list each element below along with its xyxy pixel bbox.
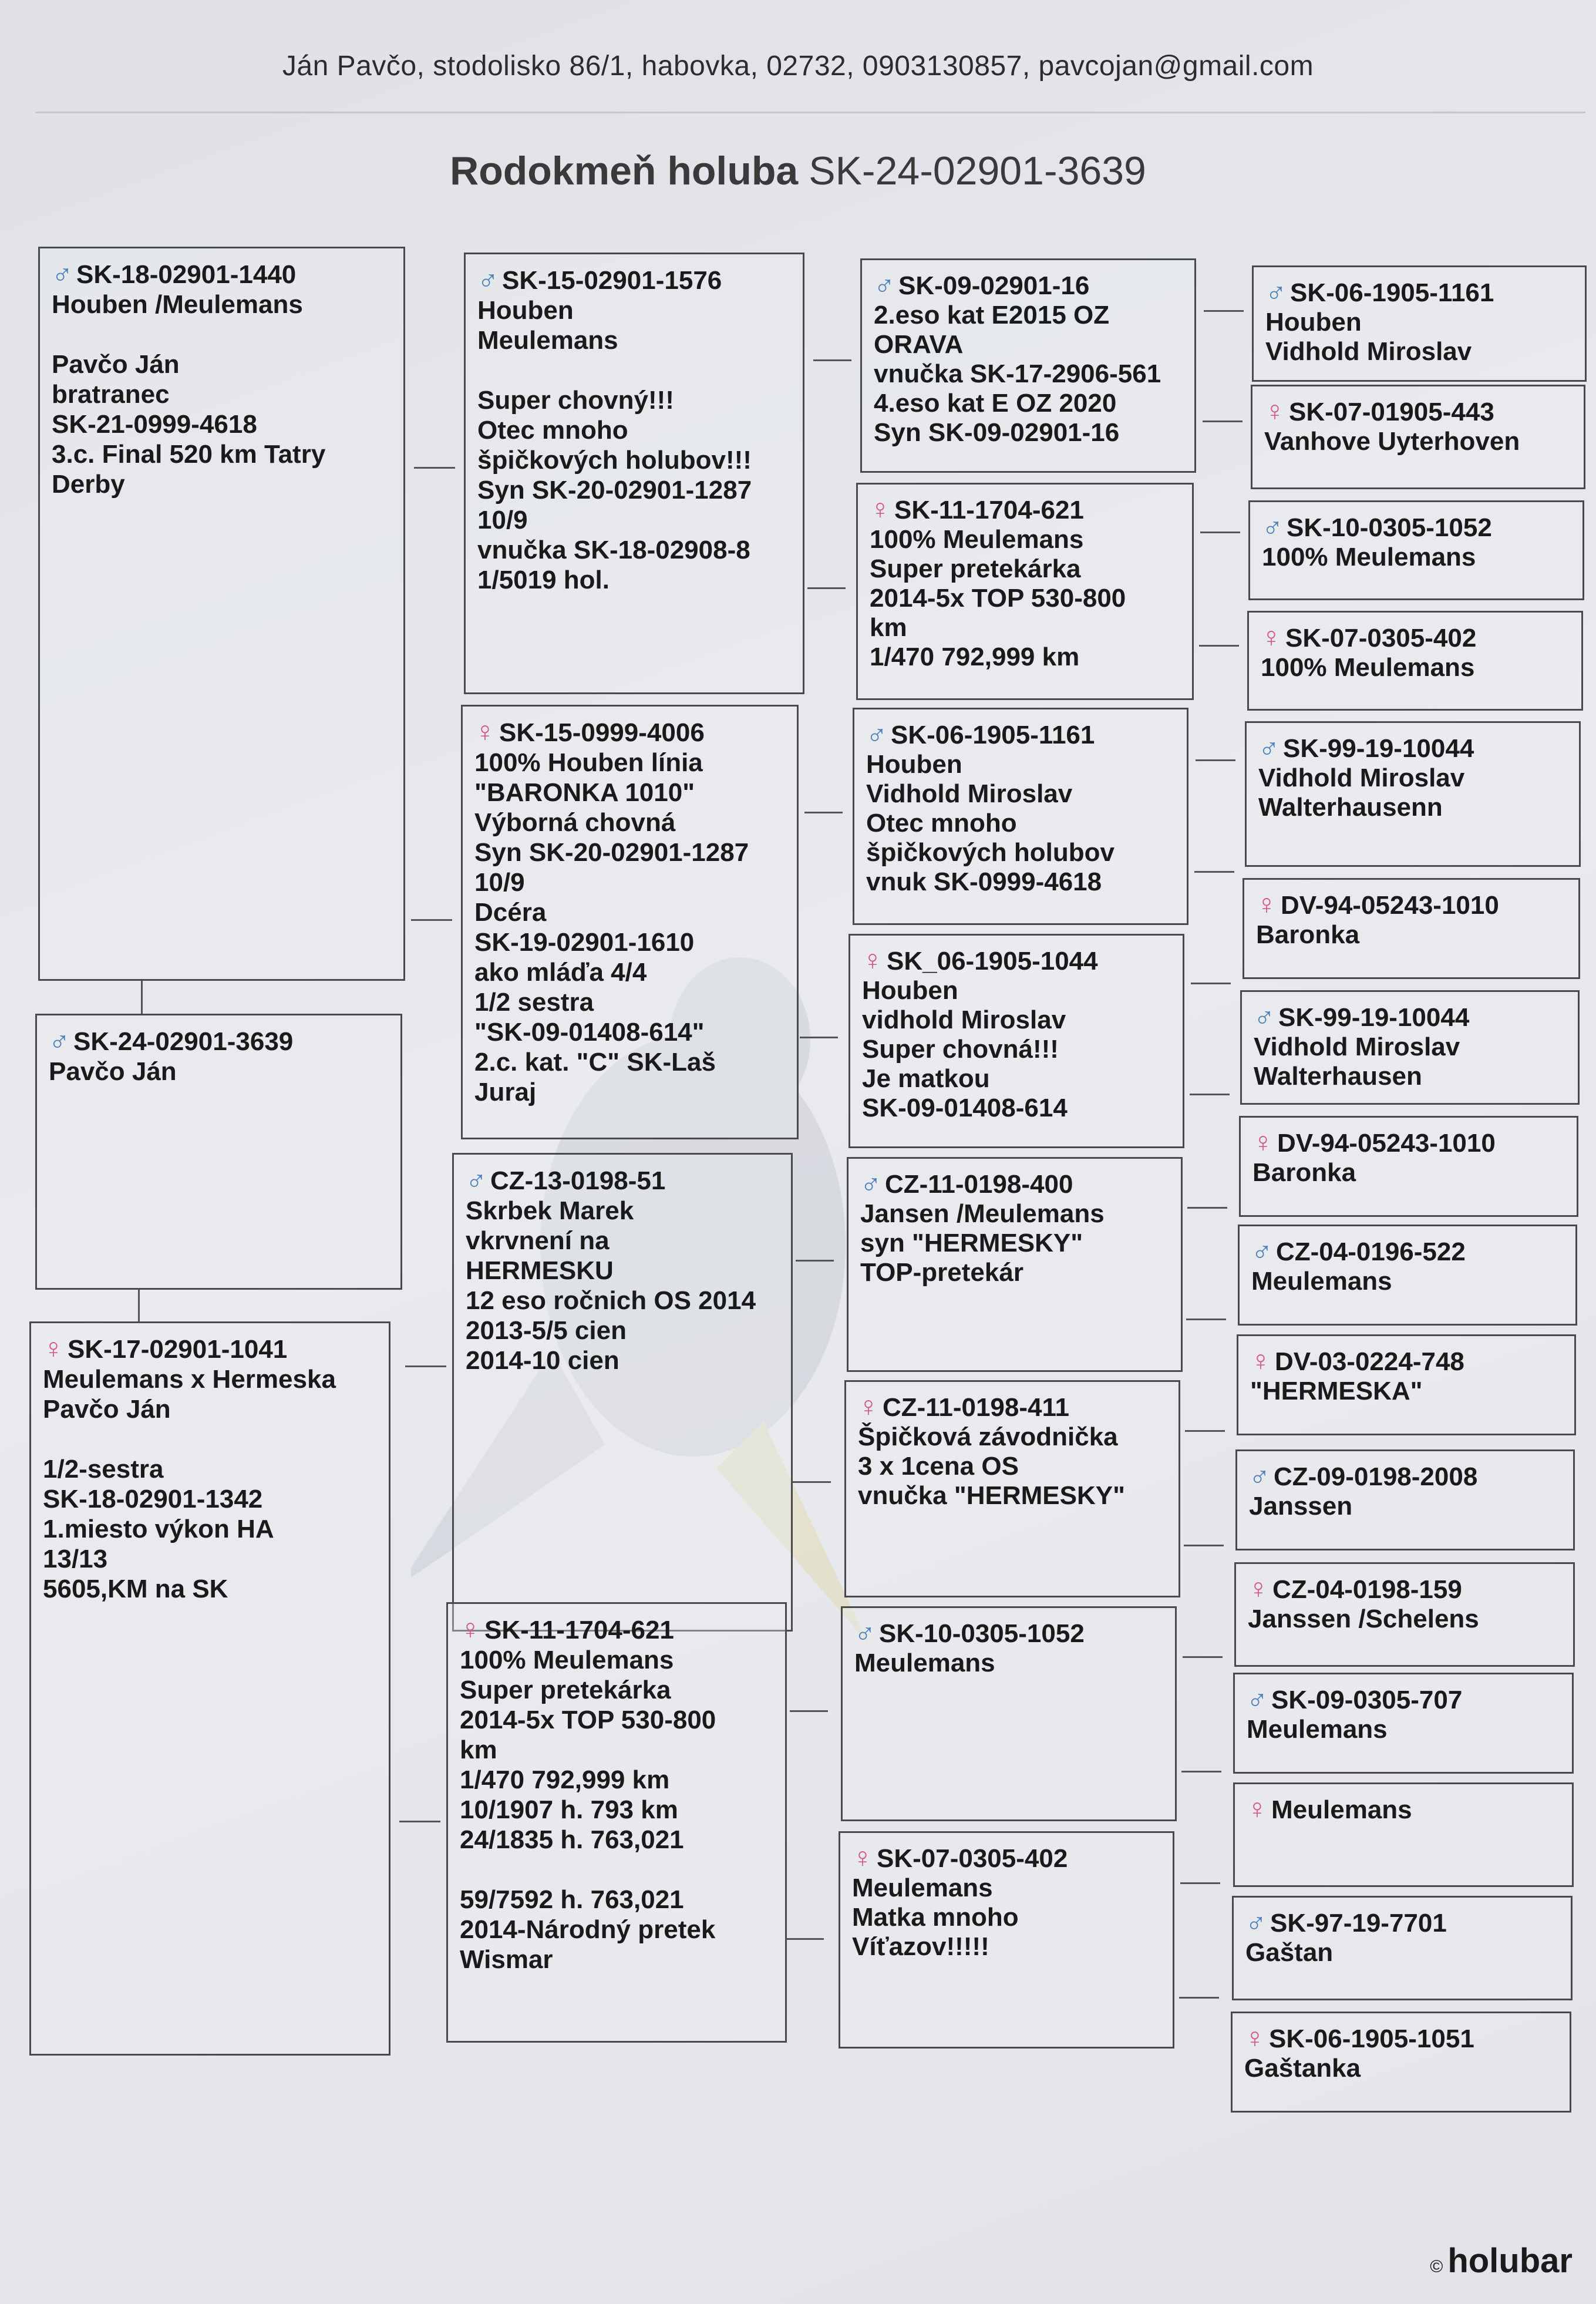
pigeon-ring (1252, 1128, 1565, 1158)
pigeon-ring (1248, 1575, 1561, 1605)
pigeon-card-gen2[interactable] (446, 1602, 787, 2043)
pigeon-card-gen3[interactable] (848, 934, 1184, 1148)
pigeon-ring (477, 265, 791, 295)
pigeon-card-gen4[interactable] (1234, 1562, 1575, 1667)
pigeon-ring (1245, 1908, 1559, 1938)
connector (1199, 645, 1239, 647)
pigeon-notes: 100% Meulemans (1261, 653, 1475, 682)
female-icon: ♀ (858, 1391, 879, 1422)
pigeon-card-gen3[interactable] (856, 483, 1194, 700)
female-icon: ♀ (862, 945, 883, 976)
ring-number: DV-94-05243-1010 (1281, 891, 1499, 920)
pigeon-notes: Meulemans Matka mnoho Víťazov!!!!! (852, 1874, 1019, 1961)
pigeon-card-gen3[interactable] (844, 1380, 1180, 1597)
connector (405, 1365, 446, 1367)
pigeon-card-gen4[interactable] (1231, 2012, 1571, 2113)
pigeon-notes: Meulemans (1247, 1715, 1388, 1744)
ring-number: SK-07-01905-443 (1289, 398, 1494, 426)
pigeon-ring (460, 1615, 773, 1645)
pigeon-notes: Janssen (1249, 1492, 1353, 1521)
connector (807, 587, 846, 589)
ring-number: Meulemans (1271, 1795, 1412, 1824)
pigeon-card-gen2[interactable] (464, 253, 804, 694)
ring-number: SK-18-02901-1440 (76, 260, 297, 289)
pigeon-ring (1250, 1347, 1563, 1377)
connector (1181, 1771, 1221, 1772)
pigeon-ring (1247, 1795, 1560, 1825)
pigeon-card-gen4[interactable] (1247, 611, 1583, 711)
male-icon: ♂ (1258, 732, 1280, 763)
connector (1184, 1545, 1224, 1546)
pigeon-notes: Baronka (1256, 920, 1360, 949)
ring-number: SK-99-19-10044 (1283, 734, 1474, 763)
male-icon: ♂ (1254, 1001, 1275, 1032)
pigeon-notes: Gaštan (1245, 1938, 1334, 1967)
pigeon-card-gen2[interactable] (452, 1153, 793, 1632)
pigeon-ring (852, 1844, 1161, 1874)
pigeon-ring (858, 1393, 1167, 1422)
ring-number: CZ-04-0196-522 (1276, 1237, 1466, 1266)
pigeon-notes: Jansen /Meulemans syn "HERMESKY" TOP-pretekár (860, 1199, 1105, 1287)
pigeon-notes: Baronka (1252, 1158, 1356, 1187)
pigeon-notes: Vidhold Miroslav Walterhausenn (1258, 763, 1465, 822)
pigeon-notes: Houben /Meulemans Pavčo Ján bratranec SK-21-0999-4618 3.c. Final 520 km Tatry Derby (52, 290, 326, 499)
pigeon-card-gen4[interactable] (1251, 385, 1585, 489)
ring-number: CZ-11-0198-411 (883, 1393, 1069, 1422)
ring-number: SK-06-1905-1161 (891, 721, 1095, 749)
connector (1190, 1094, 1230, 1095)
ring-number: SK-10-0305-1052 (879, 1619, 1085, 1648)
pigeon-ring (1247, 1685, 1560, 1715)
connector (793, 1481, 831, 1483)
pigeon-card-gen3[interactable] (860, 258, 1196, 473)
pigeon-ring (874, 271, 1183, 301)
ring-number: SK-07-0305-402 (877, 1844, 1068, 1873)
male-icon: ♂ (854, 1617, 876, 1649)
pigeon-card-dam[interactable] (29, 1321, 390, 2056)
title-label: Rodokmeň holuba (450, 149, 799, 193)
ring-number: DV-94-05243-1010 (1277, 1129, 1496, 1158)
pigeon-ring (52, 259, 392, 290)
connector (1179, 1997, 1219, 1999)
pigeon-notes: 100% Meulemans Super pretekárka 2014-5x TOP 530-800 km 1/470 792,999 km 10/1907 h. 793 km 24/1835 h. 763,021 59/7592 h. 763,021 2014-Národný pretek Wismar (460, 1646, 716, 1974)
ring-number: CZ-09-0198-2008 (1274, 1462, 1478, 1491)
pigeon-notes: "HERMESKA" (1250, 1377, 1423, 1405)
pigeon-notes: Meulemans (854, 1649, 995, 1677)
pigeon-card-gen4[interactable] (1248, 500, 1584, 600)
pigeon-notes: 100% Houben línia "BARONKA 1010" Výborná chovná Syn SK-20-02901-1287 10/9 Dcéra SK-19-02901-1610 ako mláďa 4/4 1/2 sestra "SK-09-01408-614" 2.c. kat. "C" SK-Laš Juraj (474, 748, 749, 1106)
ring-number: SK-09-02901-16 (898, 271, 1090, 300)
male-icon: ♂ (1245, 1907, 1267, 1938)
connector (1194, 871, 1234, 873)
pigeon-card-gen4[interactable] (1245, 721, 1581, 867)
connector (1200, 532, 1240, 533)
male-icon: ♂ (874, 270, 895, 301)
connector (141, 981, 143, 1014)
female-icon: ♀ (474, 717, 496, 748)
male-icon: ♂ (1249, 1461, 1270, 1492)
ring-number: SK-06-1905-1161 (1290, 278, 1494, 307)
pigeon-card-gen3[interactable] (839, 1831, 1174, 2049)
pigeon-card-gen4[interactable] (1252, 265, 1587, 382)
pigeon-ring (870, 495, 1180, 525)
pigeon-ring (1261, 623, 1570, 653)
pigeon-ring (1264, 397, 1572, 427)
holubar-logo: © holubar (1430, 2242, 1573, 2280)
pigeon-ring (854, 1619, 1163, 1649)
female-icon: ♀ (1256, 889, 1277, 920)
male-icon: ♂ (860, 1168, 881, 1199)
connector (1191, 983, 1231, 984)
pigeon-ring (474, 717, 785, 748)
male-icon: ♂ (52, 258, 73, 290)
ring-number: SK-97-19-7701 (1270, 1909, 1447, 1938)
pigeon-card-gen4[interactable] (1238, 1225, 1577, 1326)
ring-number: CZ-04-0198-159 (1272, 1575, 1462, 1604)
pigeon-card-gen4[interactable] (1239, 1116, 1578, 1217)
connector (1203, 421, 1243, 422)
pigeon-card-gen4[interactable] (1235, 1449, 1575, 1550)
ring-number: SK-09-0305-707 (1271, 1686, 1463, 1714)
connector (813, 359, 851, 361)
ring-number: SK-15-0999-4006 (499, 718, 705, 747)
pigeon-notes: Vanhove Uyterhoven (1264, 427, 1520, 456)
female-icon: ♀ (1247, 1794, 1268, 1825)
connector (796, 1260, 834, 1262)
pigeon-ring (1251, 1237, 1564, 1267)
connector (1185, 1430, 1225, 1432)
pigeon-notes: 100% Meulemans (1262, 543, 1476, 571)
male-icon: ♂ (466, 1165, 487, 1196)
pigeon-card-sire[interactable] (38, 247, 405, 981)
connector (399, 1821, 440, 1822)
ring-number: SK_06-1905-1044 (887, 947, 1098, 976)
female-icon: ♀ (460, 1614, 481, 1645)
male-icon: ♂ (1251, 1236, 1272, 1267)
male-icon: ♂ (1247, 1684, 1268, 1715)
female-icon: ♀ (852, 1842, 873, 1874)
pigeon-notes: Meulemans x Hermeska Pavčo Ján 1/2-sestra SK-18-02901-1342 1.miesto výkon HA 13/13 5605,KM na SK (43, 1365, 336, 1603)
connector (138, 1290, 140, 1321)
connector (790, 1710, 828, 1712)
ring-number: DV-03-0224-748 (1275, 1347, 1464, 1376)
female-icon: ♀ (43, 1333, 64, 1364)
connector (1204, 310, 1244, 312)
pigeon-notes: Skrbek Marek vkrvnení na HERMESKU 12 eso ročnich OS 2014 2013-5/5 cien 2014-10 cien (466, 1196, 756, 1375)
ring-number: CZ-11-0198-400 (885, 1170, 1073, 1199)
breeder-contact-header: Ján Pavčo, stodolisko 86/1, habovka, 02732, 0903130857, pavcojan@gmail.com (282, 51, 1314, 82)
connector (804, 812, 843, 813)
pigeon-notes: Houben vidhold Miroslav Super chovná!!! Je matkou SK-09-01408-614 (862, 976, 1068, 1122)
connector (786, 1938, 824, 1940)
pigeon-notes: Meulemans (1251, 1267, 1392, 1296)
pigeon-ring (1262, 513, 1571, 543)
pigeon-ring (43, 1334, 377, 1364)
ring-number: SK-11-1704-621 (894, 496, 1084, 524)
pigeon-ring (466, 1165, 779, 1196)
pigeon-notes: Gaštanka (1244, 2054, 1361, 2083)
connector (411, 919, 452, 921)
pigeon-card-gen3[interactable] (853, 708, 1188, 925)
pigeon-ring (1249, 1462, 1561, 1492)
pigeon-card-gen4[interactable] (1240, 990, 1580, 1105)
ring-number: SK-11-1704-621 (484, 1616, 674, 1644)
female-icon: ♀ (1264, 396, 1285, 427)
pigeon-card-gen3[interactable] (847, 1157, 1183, 1372)
pigeon-notes: 2.eso kat E2015 OZ ORAVA vnučka SK-17-2906-561 4.eso kat E OZ 2020 Syn SK-09-02901-16 (874, 301, 1161, 447)
pigeon-ring (866, 720, 1175, 750)
male-icon: ♂ (866, 719, 887, 750)
female-icon: ♀ (870, 494, 891, 525)
pigeon-notes: Janssen /Schelens (1248, 1605, 1479, 1633)
connector (1187, 1207, 1227, 1209)
ring-number: SK-07-0305-402 (1285, 624, 1477, 652)
ring-number: CZ-13-0198-51 (490, 1166, 666, 1195)
page-title (0, 148, 1596, 194)
pigeon-notes: Vidhold Miroslav Walterhausen (1254, 1032, 1460, 1091)
pigeon-notes: Houben Meulemans Super chovný!!! Otec mnoho špičkových holubov!!! Syn SK-20-02901-1287 10/9 vnučka SK-18-02908-8 1/5019 hol. (477, 296, 752, 594)
male-icon: ♂ (477, 264, 499, 295)
ring-number: SK-15-02901-1576 (502, 266, 722, 295)
pigeon-card-gen4[interactable] (1243, 878, 1580, 979)
pigeon-card-gen4[interactable] (1237, 1334, 1576, 1435)
header-divider (35, 112, 1585, 113)
pigeon-ring (862, 946, 1171, 976)
male-icon: ♂ (1265, 277, 1287, 308)
ring-number: SK-17-02901-1041 (68, 1335, 288, 1364)
male-icon: ♂ (49, 1025, 70, 1057)
ring-number: SK-10-0305-1052 (1287, 513, 1492, 542)
pigeon-ring (1258, 734, 1567, 763)
connector (1180, 1882, 1220, 1884)
female-icon: ♀ (1244, 2023, 1265, 2054)
pigeon-notes: Houben Vidhold Miroslav (1265, 308, 1472, 366)
connector (1196, 759, 1235, 761)
male-icon: ♂ (1262, 512, 1283, 543)
pigeon-notes: Špičková závodnička 3 x 1cena OS vnučka "HERMESKY" (858, 1422, 1125, 1510)
pigeon-ring (1265, 278, 1573, 308)
female-icon: ♀ (1250, 1346, 1271, 1377)
pigeon-ring (860, 1169, 1169, 1199)
pigeon-card-gen4[interactable] (1233, 1673, 1574, 1774)
pigeon-ring (49, 1026, 389, 1057)
connector (800, 1037, 838, 1038)
pigeon-card-subject[interactable] (35, 1014, 402, 1290)
connector (1186, 1319, 1226, 1320)
pigeon-notes: Houben Vidhold Miroslav Otec mnoho špičkových holubov vnuk SK-0999-4618 (866, 750, 1114, 896)
female-icon: ♀ (1261, 622, 1282, 653)
pigeon-notes: 100% Meulemans Super pretekárka 2014-5x TOP 530-800 km 1/470 792,999 km (870, 525, 1126, 671)
pigeon-card-gen3[interactable] (841, 1606, 1177, 1821)
pigeon-ring (1256, 890, 1567, 920)
title-ring: SK-24-02901-3639 (809, 149, 1146, 193)
pigeon-ring (1244, 2024, 1558, 2054)
ring-number: SK-06-1905-1051 (1269, 2024, 1474, 2053)
ring-number: SK-99-19-10044 (1278, 1003, 1470, 1032)
female-icon: ♀ (1252, 1127, 1274, 1158)
ring-number: SK-24-02901-3639 (73, 1027, 294, 1056)
pigeon-ring (1254, 1003, 1566, 1032)
pigeon-notes: Pavčo Ján (49, 1057, 177, 1086)
connector (414, 467, 455, 469)
pigeon-card-gen4[interactable] (1232, 1896, 1573, 2000)
pigeon-card-gen2[interactable] (461, 705, 799, 1139)
pigeon-card-gen4[interactable] (1233, 1782, 1574, 1887)
female-icon: ♀ (1248, 1573, 1269, 1605)
connector (1183, 1656, 1223, 1658)
